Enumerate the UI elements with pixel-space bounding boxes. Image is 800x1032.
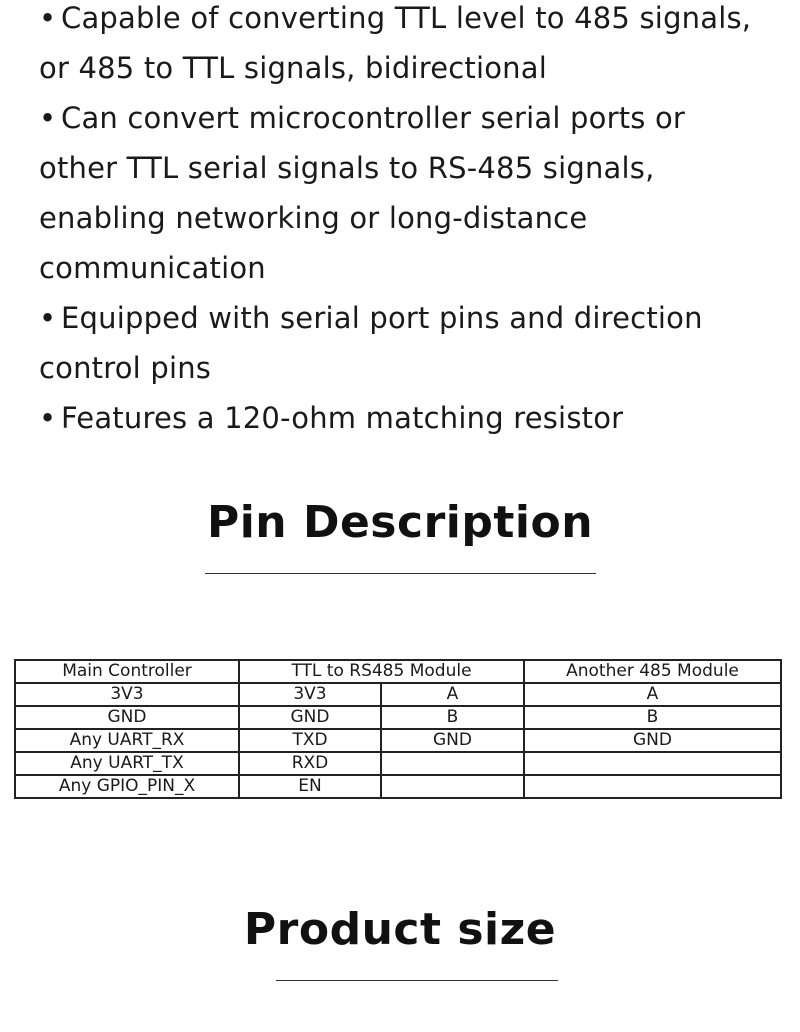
table-cell: GND — [524, 729, 781, 752]
feature-list — [39, 0, 789, 443]
bullet-icon: • — [39, 101, 57, 135]
table-cell — [381, 775, 524, 798]
pin-description-divider — [205, 573, 596, 574]
feature-item — [39, 293, 789, 393]
product-size-title: Product size — [243, 904, 557, 955]
table-row — [15, 775, 781, 798]
feature-line: Equipped with serial port pins and direction — [61, 301, 703, 335]
table-cell: 3V3 — [239, 683, 381, 706]
table-cell: GND — [239, 706, 381, 729]
bullet-icon: • — [39, 401, 57, 435]
feature-line: enabling networking or long-distance — [39, 201, 588, 235]
table-cell — [381, 752, 524, 775]
table-cell: TXD — [239, 729, 381, 752]
table-cell: Any GPIO_PIN_X — [15, 775, 239, 798]
feature-line: or 485 to TTL signals, bidirectional — [39, 51, 547, 85]
header-main-controller: Main Controller — [15, 660, 239, 683]
table-cell: A — [381, 683, 524, 706]
header-another-module: Another 485 Module — [524, 660, 781, 683]
header-ttl-module: TTL to RS485 Module — [239, 660, 524, 683]
table-cell: A — [524, 683, 781, 706]
table-cell: GND — [381, 729, 524, 752]
product-size-divider — [276, 980, 558, 981]
table-cell: GND — [15, 706, 239, 729]
bullet-icon: • — [39, 301, 57, 335]
table-row — [15, 683, 781, 706]
table-cell — [524, 775, 781, 798]
table-header-row — [15, 660, 781, 683]
feature-line: communication — [39, 251, 266, 285]
table-cell: B — [524, 706, 781, 729]
table-cell: B — [381, 706, 524, 729]
table-row — [15, 706, 781, 729]
table-row — [15, 752, 781, 775]
feature-line: Capable of converting TTL level to 485 signals, — [61, 1, 752, 35]
bullet-icon: • — [39, 1, 57, 35]
table-cell: RXD — [239, 752, 381, 775]
table-row — [15, 729, 781, 752]
table-cell: Any UART_RX — [15, 729, 239, 752]
feature-line: control pins — [39, 351, 212, 385]
feature-line: Features a 120-ohm matching resistor — [61, 401, 624, 435]
table-cell: 3V3 — [15, 683, 239, 706]
feature-item — [39, 393, 789, 443]
pin-table — [14, 659, 782, 799]
table-cell: Any UART_TX — [15, 752, 239, 775]
feature-item — [39, 93, 789, 293]
feature-line: other TTL serial signals to RS-485 signals, — [39, 151, 655, 185]
table-cell: EN — [239, 775, 381, 798]
feature-line: Can convert microcontroller serial ports or — [61, 101, 686, 135]
pin-description-title: Pin Description — [206, 497, 594, 548]
feature-item — [39, 0, 789, 93]
table-cell — [524, 752, 781, 775]
